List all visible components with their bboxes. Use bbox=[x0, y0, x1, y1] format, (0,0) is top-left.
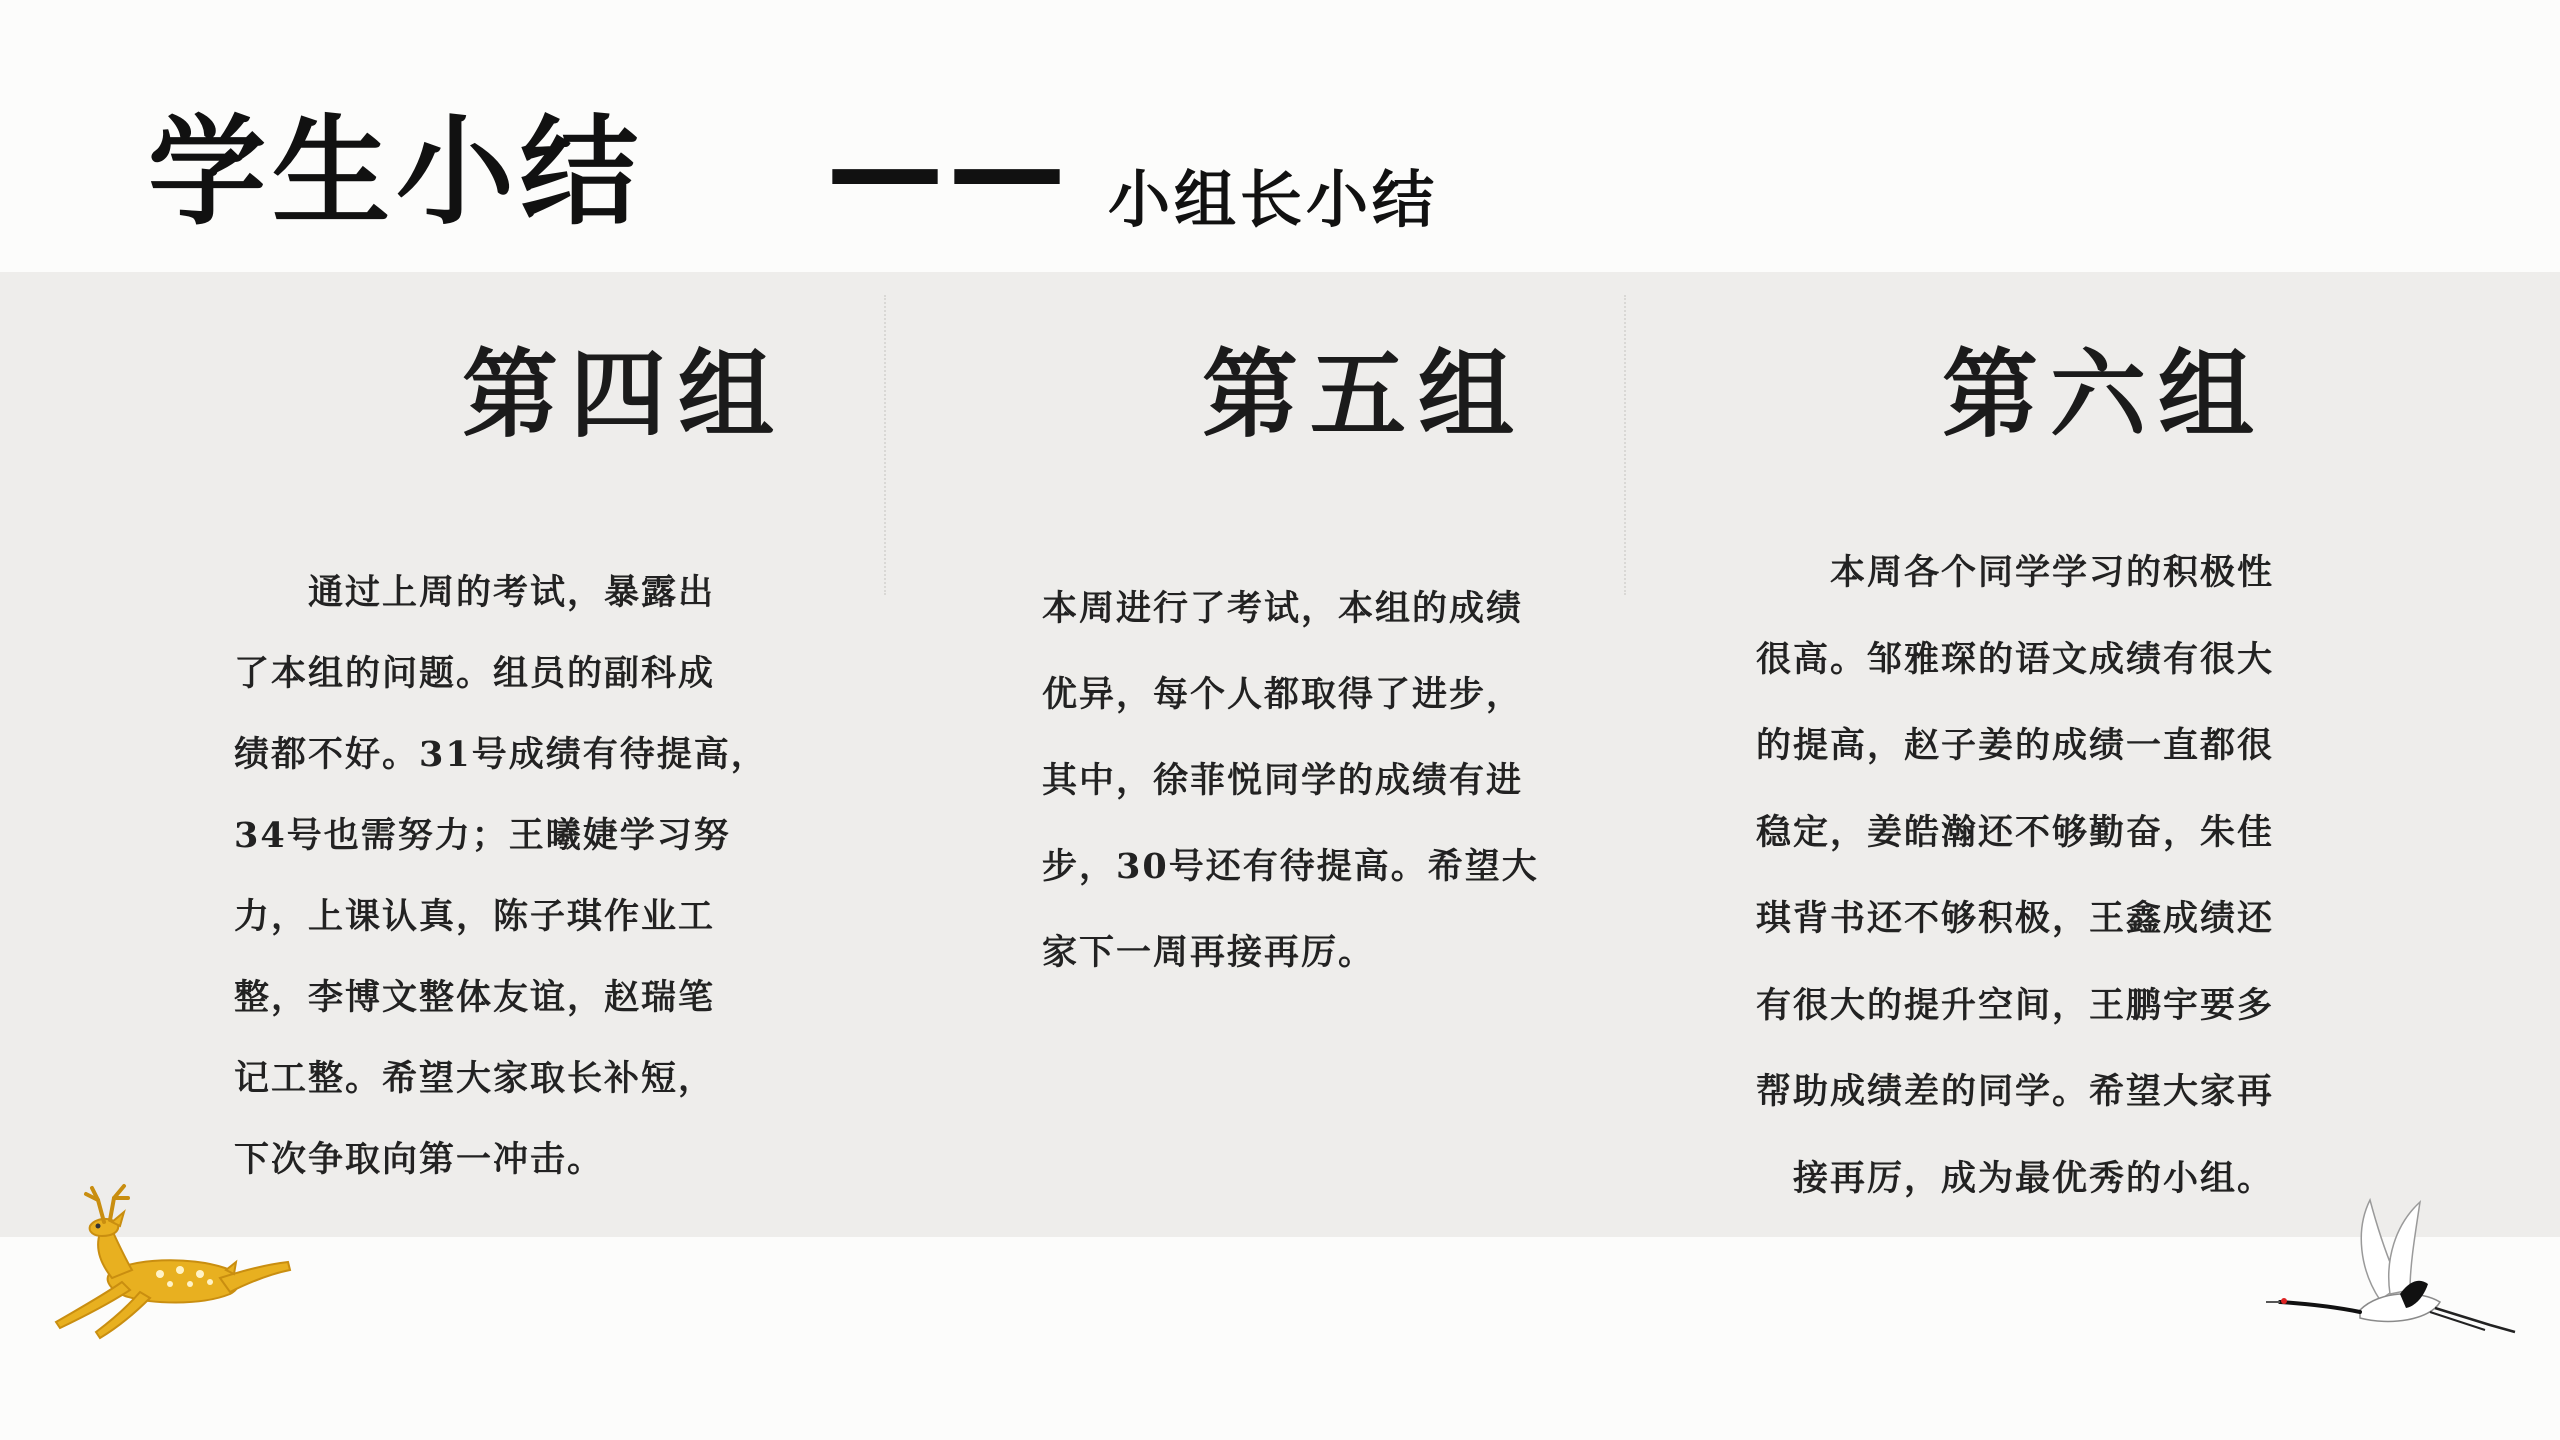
summary-line: 力，上课认真，陈子琪作业工 bbox=[234, 896, 716, 937]
summary-line: 优异，每个人都取得了进步， bbox=[1042, 674, 1524, 715]
column-divider bbox=[1624, 295, 1626, 595]
summary-line: 的提高，赵子姜的成绩一直都很 bbox=[1756, 725, 2275, 766]
group-five-summary bbox=[1042, 566, 1539, 996]
summary-line: 下次争取向第一冲击。 bbox=[234, 1139, 605, 1180]
column-divider bbox=[884, 295, 886, 595]
group-six-title: 第六组 bbox=[1942, 338, 2266, 451]
summary-line: 通过上周的考试，暴露出 bbox=[234, 572, 716, 613]
group-five-title: 第五组 bbox=[1202, 338, 1526, 451]
group-four-summary bbox=[234, 552, 768, 1200]
summary-line: 稳定，姜皓瀚还不够勤奋，朱佳 bbox=[1756, 811, 2275, 853]
group-six-summary bbox=[1756, 530, 2274, 1222]
group-four-title: 第四组 bbox=[462, 338, 786, 451]
summary-line: 接再厉，成为最优秀的小组。 bbox=[1756, 1157, 2275, 1199]
summary-line: 琪背书还不够积极，王鑫成绩还 bbox=[1756, 898, 2275, 939]
page-title: 学生小结 bbox=[148, 103, 645, 241]
summary-line: 家下一周再接再厉。 bbox=[1042, 932, 1376, 973]
summary-line: 整，李博文整体友谊，赵瑞笔 bbox=[234, 977, 716, 1018]
title-dash: —— bbox=[826, 99, 1070, 237]
deer-icon bbox=[40, 1178, 300, 1358]
crane-icon bbox=[2260, 1190, 2520, 1360]
summary-line: 本周各个同学学习的积极性 bbox=[1756, 552, 2275, 593]
summary-line: 帮助成绩差的同学。希望大家再 bbox=[1756, 1071, 2275, 1112]
summary-line: 很高。邹雅琛的语文成绩有很大 bbox=[1756, 638, 2275, 680]
summary-line: 记工整。希望大家取长补短， bbox=[234, 1058, 716, 1099]
page-subtitle: 小组长小结 bbox=[1108, 163, 1439, 236]
summary-line: 本周进行了考试，本组的成绩 bbox=[1042, 588, 1524, 629]
summary-line: 其中，徐菲悦同学的成绩有进 bbox=[1042, 760, 1524, 801]
summary-line: 绩都不好。31号成绩有待提高， bbox=[234, 734, 768, 775]
summary-line: 了本组的问题。组员的副科成 bbox=[234, 653, 716, 694]
summary-line: 有很大的提升空间，王鹏宇要多 bbox=[1756, 984, 2275, 1026]
summary-line: 步，30号还有待提高。希望大 bbox=[1042, 846, 1539, 887]
summary-line: 34号也需努力；王曦婕学习努 bbox=[234, 815, 731, 856]
